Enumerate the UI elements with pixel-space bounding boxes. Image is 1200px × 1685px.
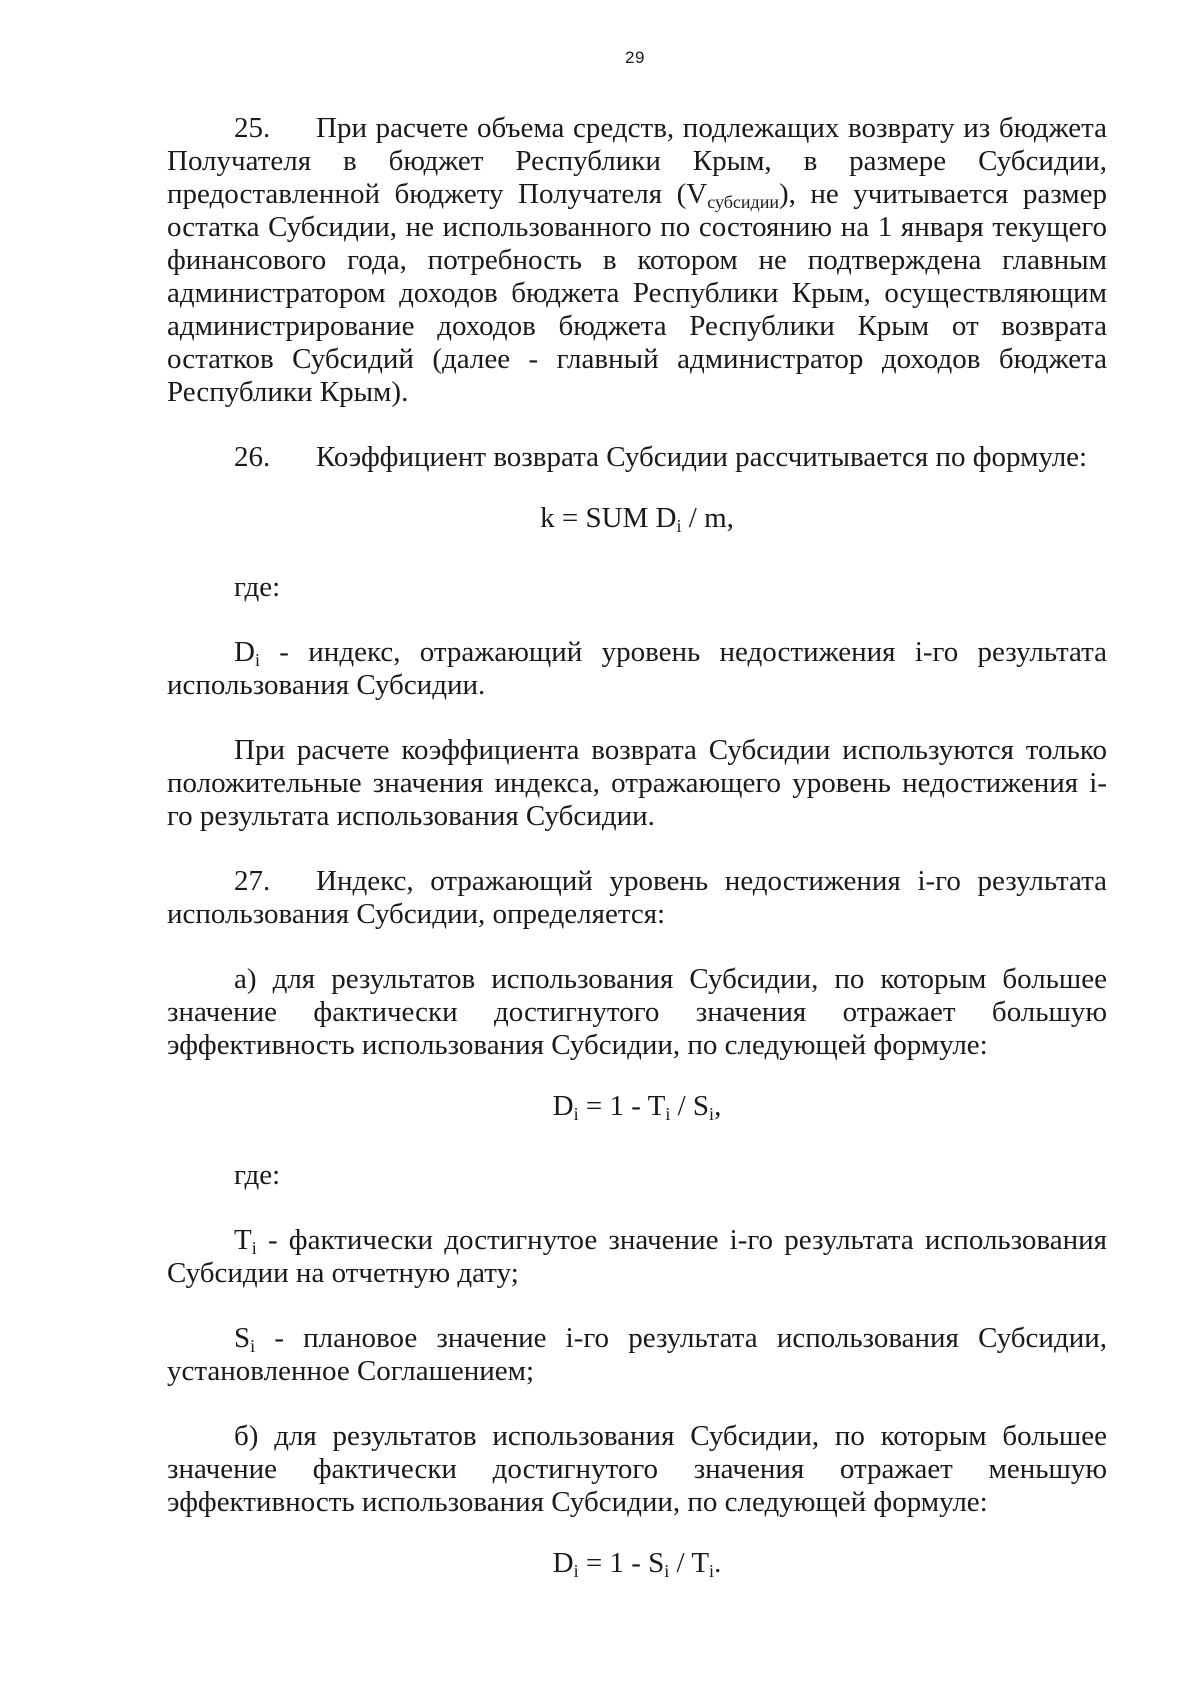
definition-s <box>167 1322 1107 1388</box>
subscript: i <box>664 1561 670 1581</box>
formula-part: / S <box>670 1090 710 1122</box>
formula-part: k = SUM D <box>540 502 677 534</box>
paragraph-text: ), не учитывается размер остатка Субсидии, не использованного по состоянию на 1 января текущего финансового года, потребность в котором не подтверждена главным администратором доходов бюджета Республики Крым, осуществляющим администрирование доходов бюджета Республики Крым от возврата остатков Субсидий (далее - главный администратор доходов бюджета Республики Крым). <box>167 178 1107 408</box>
paragraph-text: Индекс, отражающий уровень недостижения i-го результата использования Субсидии, определяется: <box>167 865 1107 930</box>
formula-part: / m, <box>681 502 734 534</box>
document-body <box>167 112 1107 1580</box>
definition-text: - фактически достигнутое значение i-го результата использования Субсидии на отчетную дату; <box>167 1224 1107 1289</box>
formula-index-b <box>167 1547 1107 1580</box>
symbol: D <box>234 636 255 668</box>
symbol: S <box>234 1322 251 1354</box>
paragraph-27 <box>167 865 1107 931</box>
subscript: i <box>250 1336 256 1356</box>
definition-text: - индекс, отражающий уровень недостижения i-го результата использования Субсидии. <box>167 636 1107 701</box>
paragraph-text: Коэффициент возврата Субсидии рассчитывается по формуле: <box>316 441 1088 473</box>
subscript: i <box>676 516 682 536</box>
formula-part: . <box>714 1547 722 1579</box>
formula-part: / T <box>669 1547 710 1579</box>
item-b: б) для результатов использования Субсидии, по которым большее значение фактически достигнутого значения отражает меньшую эффективность использования Субсидии, по следующей формуле: <box>167 1420 1107 1518</box>
definition-t <box>167 1224 1107 1290</box>
where-label: где: <box>234 1159 281 1191</box>
paragraph-number: 27. <box>234 865 271 897</box>
formula-part: D <box>552 1090 574 1122</box>
formula-part: = 1 - S <box>578 1547 665 1579</box>
subscript: i <box>573 1104 579 1124</box>
paragraph-number: 26. <box>234 441 271 473</box>
paragraph-note: При расчете коэффициента возврата Субсидии используются только положительные значения индекса, отражающего уровень недостижения i-го результата использования Субсидии. <box>167 734 1107 832</box>
formula-coefficient <box>167 502 1107 535</box>
subscript: i <box>665 1104 671 1124</box>
item-a: а) для результатов использования Субсидии, по которым большее значение фактически достигнутого значения отражает большую эффективность использования Субсидии, по следующей формуле: <box>167 963 1107 1061</box>
subscript: i <box>573 1561 579 1581</box>
subscript: i <box>251 1238 257 1258</box>
formula-part: D <box>552 1547 574 1579</box>
symbol: T <box>234 1224 252 1256</box>
page-number: 29 <box>625 48 645 67</box>
paragraph-text: При расчете объема средств, подлежащих возврату из бюджета Получателя в бюджет Республики Крым, в размере Субсидии, предоставленной бюджету Получателя (V <box>167 112 1107 210</box>
definition-d <box>167 636 1107 702</box>
formula-index-a <box>167 1090 1107 1123</box>
subscript: субсидии <box>707 192 779 212</box>
subscript: i <box>709 1561 715 1581</box>
where-label: где: <box>234 571 281 603</box>
paragraph-number: 25. <box>234 112 271 144</box>
definition-text: - плановое значение i-го результата использования Субсидии, установленное Соглашением; <box>167 1322 1107 1387</box>
subscript: i <box>254 650 260 670</box>
formula-part: = 1 - T <box>578 1090 666 1122</box>
paragraph-25 <box>167 112 1107 409</box>
formula-part: , <box>714 1090 722 1122</box>
subscript: i <box>709 1104 715 1124</box>
paragraph-26 <box>167 441 1107 474</box>
